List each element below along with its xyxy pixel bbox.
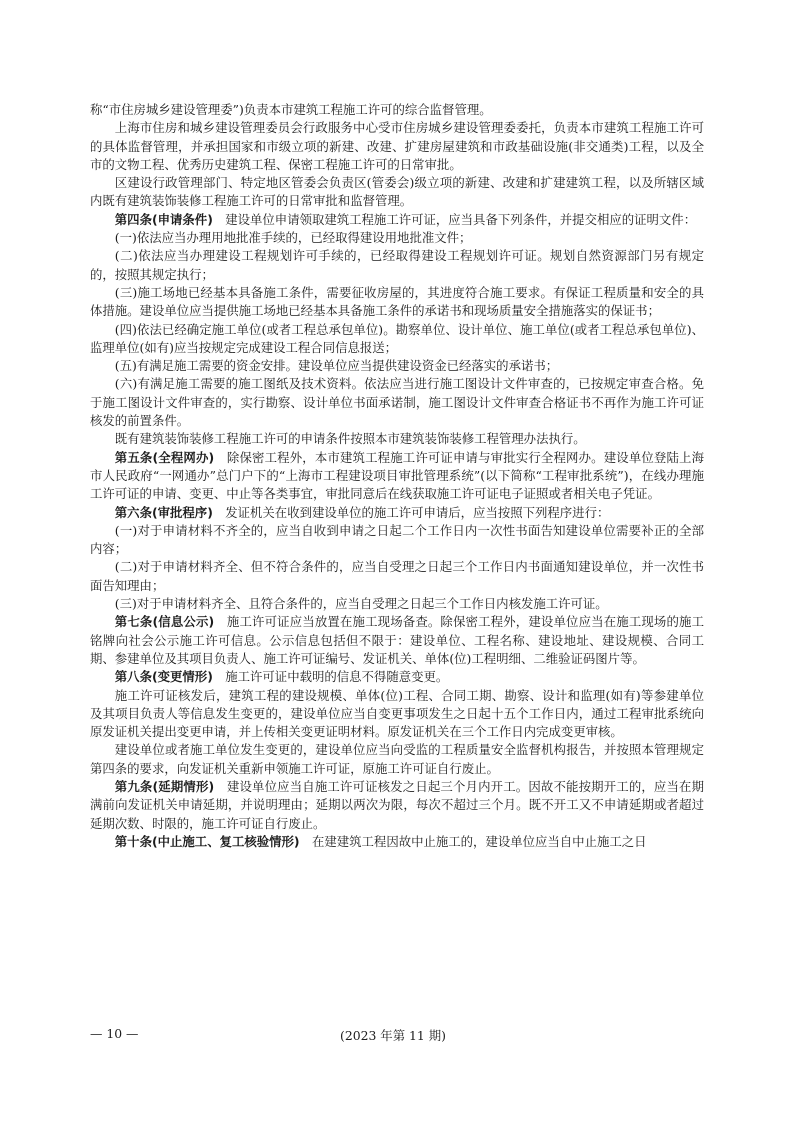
paragraph [90, 778, 704, 833]
paragraph [90, 375, 704, 430]
paragraph-text: 建设单位申请领取建筑工程施工许可证，应当具备下列条件，并提交相应的证明文件： [212, 211, 697, 227]
paragraph [90, 321, 704, 358]
paragraph [90, 741, 704, 778]
paragraph-text: 施工许可证中载明的信息不得随意变更。 [212, 669, 449, 685]
issue-number: (2023 年第 11 期) [340, 1028, 446, 1043]
page-number: — 10 — [90, 1026, 139, 1041]
paragraph-text: (一)对于申请材料不齐全的，应当自收到申请之日起二个工作日内一次性书面告知建设单位需要补正的全部内容； [90, 522, 704, 557]
article-heading: 第七条(信息公示) [114, 614, 215, 630]
article-heading: 第九条(延期情形) [114, 778, 215, 794]
paragraph [90, 430, 704, 448]
paragraph [90, 833, 704, 851]
paragraph-text: (三)施工场地已经基本具备施工条件，需要征收房屋的，其进度符合施工要求。有保证工程质量和安全的具体措施。建设单位应当提供施工场地已经基本具备施工条件的承诺书和现场质量安全措施落实的保证书； [90, 284, 704, 319]
paragraph [90, 558, 704, 595]
article-heading: 第五条(全程网办) [114, 449, 215, 465]
paragraph [90, 613, 704, 668]
paragraph-text: 既有建筑装饰装修工程施工许可的申请条件按照本市建筑装饰装修工程管理办法执行。 [114, 431, 586, 447]
paragraph-text: 在建建筑工程因故中止施工的，建设单位应当自中止施工之日 [299, 833, 647, 849]
paragraph-text: 区建设行政管理部门、特定地区管委会负责区(管委会)级立项的新建、改建和扩建建筑工程，以及所辖区域内既有建筑装饰装修工程施工许可的日常审批和监督管理。 [90, 175, 704, 209]
paragraph-text: 建设单位应当自施工许可证核发之日起三个月内开工。因故不能按期开工的，应当在期满前向发证机关申请延期，并说明理由；延期以两次为限，每次不超过三个月。既不开工又不申请延期或者超过延期次数、时限的，施工许可证自行废止。 [90, 778, 704, 831]
paragraph [90, 668, 704, 686]
paragraph [90, 449, 704, 504]
paragraph-text: 施工许可证应当放置在施工现场备查。除保密工程外，建设单位应当在施工现场的施工铭牌向社会公示施工许可信息。公示信息包括但不限于：建设单位、工程名称、建设地址、建设规模、合同工期、参建单位及其项目负责人、施工许可证编号、发证机关、单体(位)工程明细、二维验证码图片等。 [90, 614, 704, 666]
paragraph-text: 称“市住房城乡建设管理委”)负责本市建筑工程施工许可的综合监督管理。 [90, 102, 492, 117]
article-heading: 第六条(审批程序) [114, 504, 213, 520]
page-footer [90, 1026, 704, 1046]
paragraph [90, 595, 704, 613]
paragraph [90, 357, 704, 375]
paragraph [90, 229, 704, 247]
paragraph-text: (二)依法应当办理建设工程规划许可手续的，已经取得建设工程规划许可证。规划自然资源部门另有规定的，按照其规定执行； [90, 248, 704, 282]
paragraph [90, 247, 704, 284]
article-heading: 第四条(申请条件) [114, 211, 213, 227]
document-body [90, 101, 704, 851]
paragraph-text: (六)有满足施工需要的施工图纸及技术资料。依法应当进行施工图设计文件审查的，已按规定审查合格。免于施工图设计文件审查的，实行勘察、设计单位书面承诺制，施工图设计文件审查合格证书不再作为施工许可证核发的前置条件。 [90, 376, 704, 429]
paragraph-text: 发证机关在收到建设单位的施工许可申请后，应当按照下列程序进行： [212, 504, 610, 520]
paragraph [90, 504, 704, 522]
paragraph [90, 284, 704, 321]
paragraph-text: (四)依法已经确定施工单位(或者工程总承包单位)。勘察单位、设计单位、施工单位(或者工程总承包单位)、监理单位(如有)应当按规定完成建设工程合同信息报送； [90, 321, 704, 355]
paragraph [90, 101, 704, 119]
paragraph [90, 174, 704, 211]
article-heading: 第八条(变更情形) [114, 669, 213, 685]
article-heading: 第十条(中止施工、复工核验情形) [114, 833, 300, 849]
paragraph [90, 687, 704, 742]
paragraph-text: 上海市住房和城乡建设管理委员会行政服务中心受市住房城乡建设管理委委托，负责本市建筑工程施工许可的具体监督管理，并承担国家和市级立项的新建、改建、扩建房屋建筑和市政基础设施(非交通类)工程，以及全市的文物工程、优秀历史建筑工程、保密工程施工许可的日常审批。 [90, 120, 704, 172]
paragraph-text: (五)有满足施工需要的资金安排。建设单位应当提供建设资金已经落实的承诺书； [114, 358, 559, 374]
paragraph-text: 除保密工程外，本市建筑工程施工许可证申请与审批实行全程网办。建设单位登陆上海市人民政府“一网通办”总门户下的“上海市工程建设项目审批管理系统”(以下简称“工程审批系统”)，在线办理施工许可证的申请、变更、中止等各类事宜，审批同意后在线获取施工许可证电子证照或者相关电子凭证。 [90, 449, 704, 502]
paragraph [90, 522, 704, 559]
paragraph [90, 119, 704, 174]
paragraph-text: (二)对于申请材料齐全、但不符合条件的，应当自受理之日起三个工作日内书面通知建设单位，并一次性书面告知理由； [90, 559, 704, 593]
paragraph-text: 建设单位或者施工单位发生变更的，建设单位应当向受监的工程质量安全监督机构报告，并按照本管理规定第四条的要求，向发证机关重新申领施工许可证，原施工许可证自行废止。 [90, 742, 704, 776]
paragraph-text: (三)对于申请材料齐全、且符合条件的，应当自受理之日起三个工作日内核发施工许可证。 [114, 596, 608, 612]
paragraph [90, 211, 704, 229]
paragraph-text: 施工许可证核发后，建筑工程的建设规模、单体(位)工程、合同工期、勘察、设计和监理(如有)等参建单位及其项目负责人等信息发生变更的，建设单位应当自变更事项发生之日起十五个工作日内，通过工程审批系统向原发证机关提出变更申请，并上传相关变更证明材料。原发证机关在三个工作日内完成变更审核。 [90, 687, 704, 740]
paragraph-text: (一)依法应当办理用地批准手续的，已经取得建设用地批准文件； [114, 230, 472, 246]
